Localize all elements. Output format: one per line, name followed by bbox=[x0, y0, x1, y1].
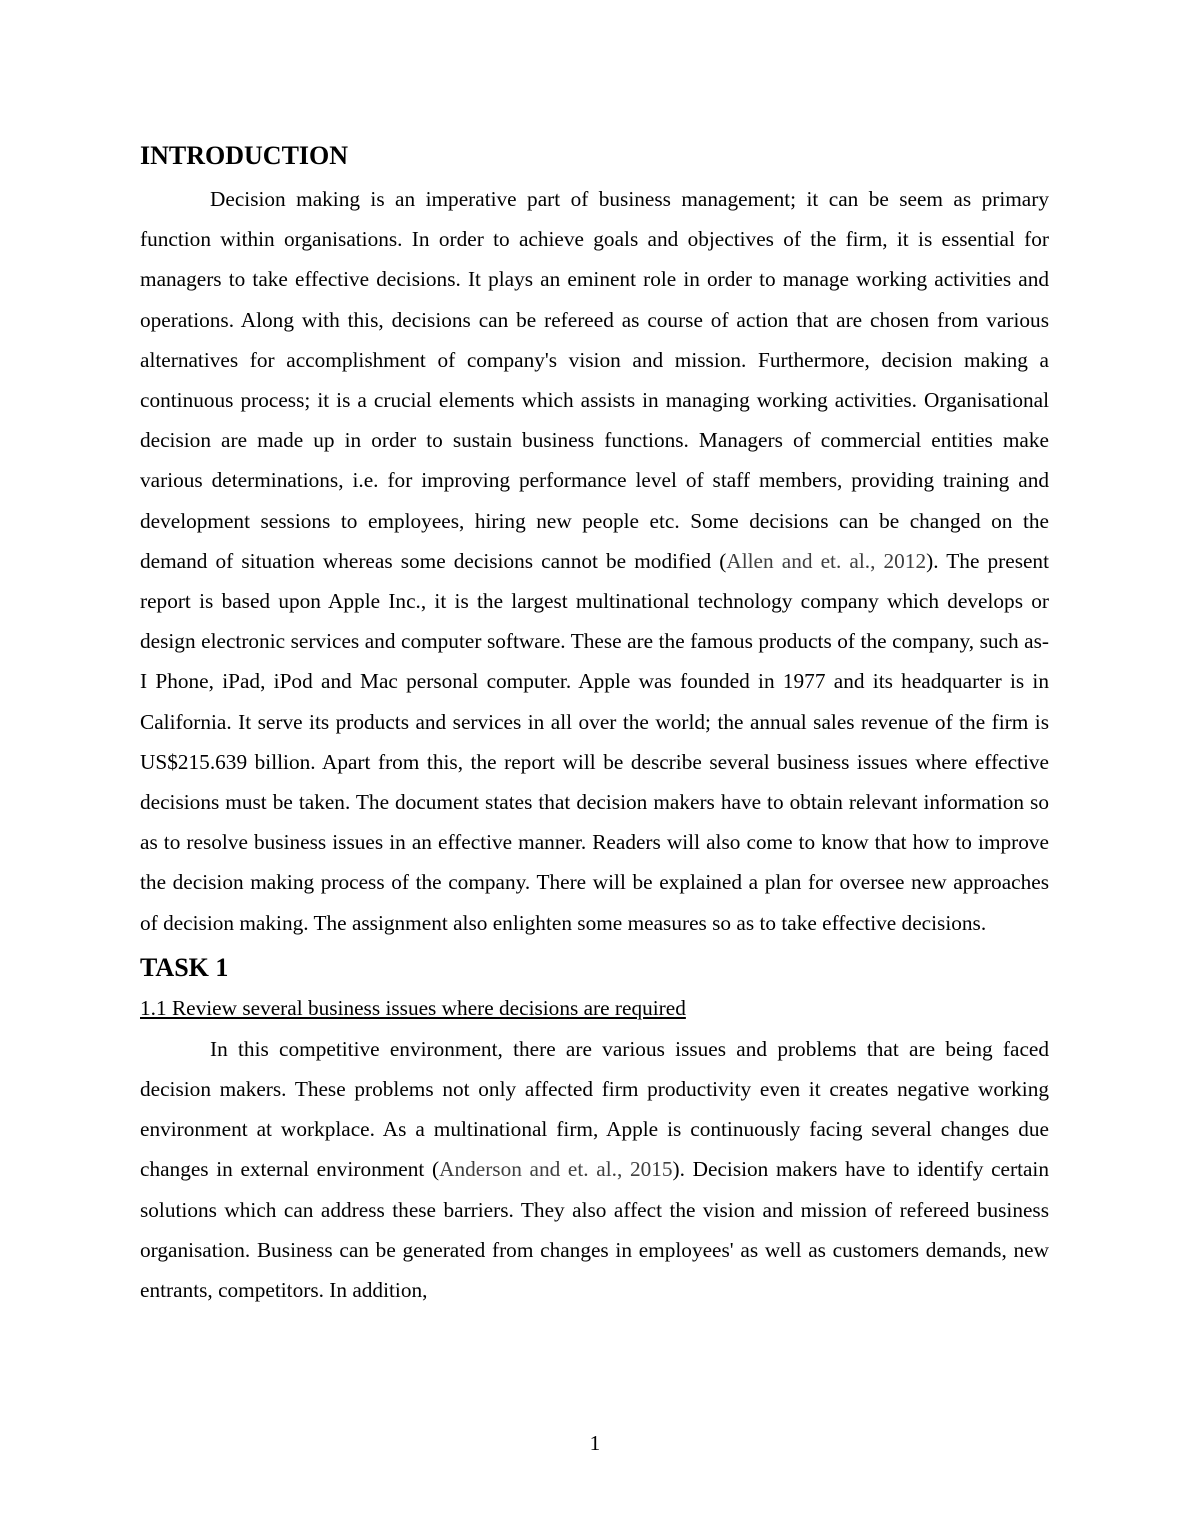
task-1-heading: TASK 1 bbox=[140, 952, 229, 982]
task-1-paragraph bbox=[140, 1029, 1049, 1310]
task-1-1-subheading: 1.1 Review several business issues where decisions are required bbox=[140, 995, 686, 1020]
page-number: 1 bbox=[589, 1431, 601, 1455]
introduction-paragraph bbox=[140, 179, 1049, 943]
introduction-heading: INTRODUCTION bbox=[140, 141, 349, 170]
intro-citation: Allen and et. al., 2012 bbox=[726, 548, 927, 573]
task-text-part2: ). Decision makers have to identify certain solutions which can address these barriers. They also affect the vision and mission of refereed business organisation. Business can be generated from changes in employees' as well as customers demands, new entrants, competitors. In addition, bbox=[140, 1157, 1050, 1303]
task-text-part1: In this competitive environment, there are various issues and problems that are being faced decision makers. These problems not only affected firm productivity even it creates negative working environment at workplace. As a multinational firm, Apple is continuously facing several changes due changes in external environment ( bbox=[140, 1036, 1049, 1182]
intro-text-part2: ). The present report is based upon Apple Inc., it is the largest multinational technology company which develops or design electronic services and computer software. These are the famous products of the company, such as- I Phone, iPad, iPod and Mac personal computer. Apple was founded in 1977 and its headquarter is in California. It serve its products and services in all over the world; the annual sales revenue of the firm is US$215.639 billion. Apart from this, the report will be describe several business issues where effective decisions must be taken. The document states that decision makers have to obtain relevant information so as to resolve business issues in an effective manner. Readers will also come to know that how to improve the decision making process of the company. There will be explained a plan for oversee new approaches of decision making. The assignment also enlighten some measures so as to take effective decisions. bbox=[140, 548, 1049, 935]
intro-text-part1: Decision making is an imperative part of business management; it can be seem as primary function within organisations. In order to achieve goals and objectives of the firm, it is essential for managers to take effective decisions. It plays an eminent role in order to manage working activities and operations. Along with this, decisions can be refereed as course of action that are chosen from various alternatives for accomplishment of company's vision and mission. Furthermore, decision making a continuous process; it is a crucial elements which assists in managing working activities. Organisational decision are made up in order to sustain business functions. Managers of commercial entities make various determinations, i.e. for improving performance level of staff members, providing training and development sessions to employees, hiring new people etc. Some decisions can be changed on the demand of situation whereas some decisions cannot be modified ( bbox=[140, 187, 1049, 573]
page-content bbox=[140, 138, 1049, 1310]
task-citation: Anderson and et. al., 2015 bbox=[439, 1157, 673, 1182]
